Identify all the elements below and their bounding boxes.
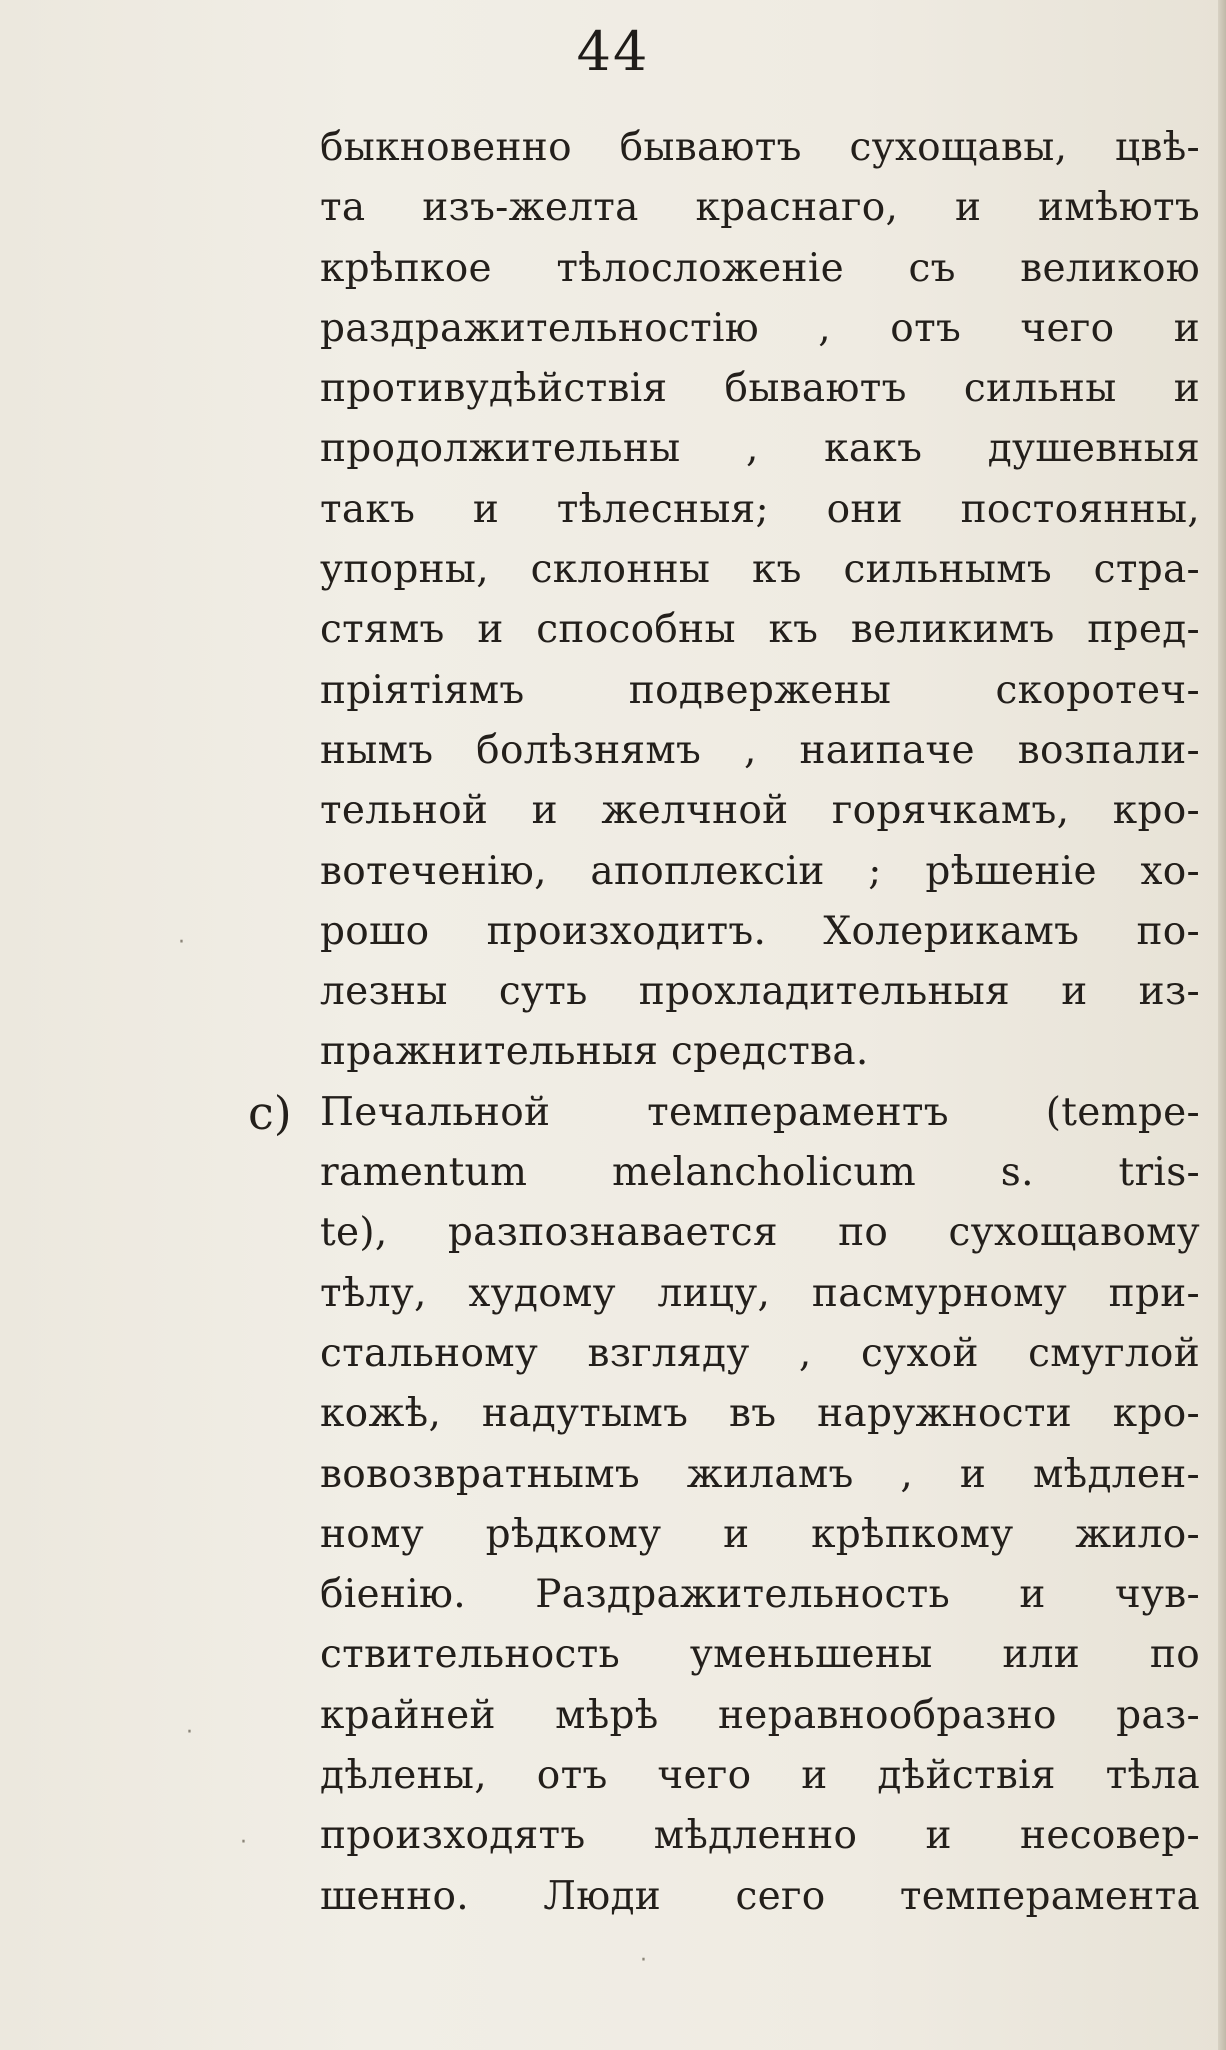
text-line: te), разпознавается по сухощавому bbox=[320, 1210, 1200, 1256]
text-line: противудѣйствія бываютъ сильны и bbox=[320, 366, 1200, 412]
text-line: вовозвратнымъ жиламъ , и мѣдлен- bbox=[320, 1451, 1200, 1497]
text-line: упорны, склонны къ сильнымъ стра- bbox=[320, 547, 1200, 593]
text-line: такъ и тѣлесныя; они постоянны, bbox=[320, 486, 1200, 532]
text-line: кожѣ, надутымъ въ наружности кро- bbox=[320, 1391, 1200, 1437]
section-marker: c) bbox=[248, 1086, 292, 1140]
text-line: пріятіямъ подвержены скоротеч- bbox=[320, 667, 1200, 713]
text-line: шенно. Люди сего темперамента bbox=[320, 1873, 1200, 1919]
text-line: ствительность уменьшены или по bbox=[320, 1632, 1200, 1678]
text-line: крѣпкое тѣлосложеніе съ великою bbox=[320, 245, 1200, 291]
text-line: рошо произходитъ. Холерикамъ по- bbox=[320, 908, 1200, 954]
text-line: та изъ-желта краснаго, и имѣютъ bbox=[320, 185, 1200, 231]
text-line: ному рѣдкому и крѣпкому жило- bbox=[320, 1511, 1200, 1557]
text-line: пражнительныя средства. bbox=[320, 1029, 869, 1075]
page-number: 44 bbox=[576, 20, 650, 83]
paper-speck: · bbox=[178, 930, 185, 955]
paper-speck: · bbox=[240, 1830, 247, 1855]
text-line: произходятъ мѣдленно и несовер- bbox=[320, 1813, 1200, 1859]
text-line: нымъ болѣзнямъ , наипаче возпали- bbox=[320, 727, 1200, 773]
text-line: продолжительны , какъ душевныя bbox=[320, 426, 1200, 472]
text-line: Печальной темпераментъ (tempe- bbox=[320, 1089, 1200, 1135]
text-line: біенію. Раздражительность и чув- bbox=[320, 1572, 1200, 1618]
text-line: стямъ и способны къ великимъ пред- bbox=[320, 607, 1200, 653]
body-text bbox=[320, 118, 1200, 1927]
text-line: раздражительностію , отъ чего и bbox=[320, 305, 1200, 351]
text-line: быкновенно бываютъ сухощавы, цвѣ- bbox=[320, 125, 1200, 170]
text-line: ramentum melancholicum s. tris- bbox=[320, 1150, 1200, 1196]
text-line: тѣлу, худому лицу, пасмурному при- bbox=[320, 1270, 1200, 1316]
paper-speck: · bbox=[186, 1720, 193, 1745]
paper-speck: · bbox=[640, 1948, 647, 1973]
text-line: стальному взгляду , сухой смуглой bbox=[320, 1330, 1200, 1376]
text-line: дѣлены, отъ чего и дѣйствія тѣла bbox=[320, 1753, 1200, 1799]
page-edge bbox=[1218, 0, 1226, 2050]
text-line: вотеченію, апоплексіи ; рѣшеніе хо- bbox=[320, 848, 1200, 894]
text-line: тельной и желчной горячкамъ, кро- bbox=[320, 788, 1200, 834]
text-line: лезны суть прохладительныя и из- bbox=[320, 969, 1200, 1015]
text-line: крайней мѣрѣ неравнообразно раз- bbox=[320, 1692, 1200, 1738]
